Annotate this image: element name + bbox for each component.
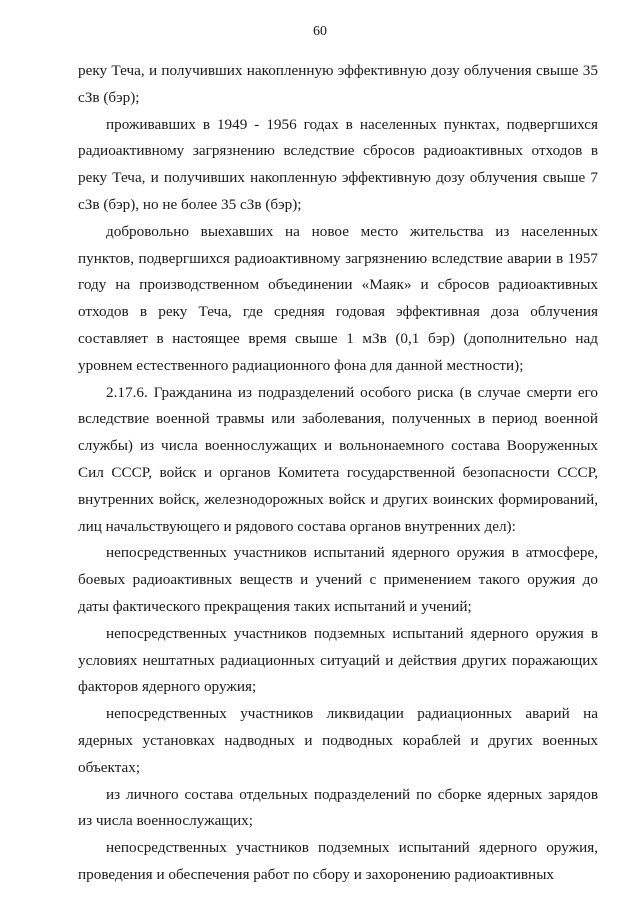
paragraph: непосредственных участников подземных испытаний ядерного оружия в условиях нештатных радиационных ситуаций и действия других поражающих факторов ядерного оружия; xyxy=(78,624,598,696)
paragraph: непосредственных участников ликвидации радиационных аварий на ядерных установках надводных и подводных кораблей и других военных объектах; xyxy=(78,705,598,776)
document-body xyxy=(78,58,598,889)
paragraph: добровольно выехавших на новое место жительства из населенных пунктов, подвергшихся радиоактивному загрязнению вследствие аварии в 1957 году на производственном объединении «Маяк» и сбросов радиоактивных отходов в реку Теча, где средняя годовая эффективная доза облучения составляет в настоящее время свыше 1 мЗв (0,1 бэр) (дополнительно над уровнем естественного радиационного фона для данной местности); xyxy=(78,222,598,374)
paragraph: из личного состава отдельных подразделений по сборке ядерных зарядов из числа военнослужащих; xyxy=(78,785,598,830)
paragraph: непосредственных участников испытаний ядерного оружия в атмосфере, боевых радиоактивных веществ и учений с применением такого оружия до даты фактического прекращения таких испытаний и учений; xyxy=(78,544,598,615)
paragraph-continuation: реку Теча, и получивших накопленную эффективную дозу облучения свыше 35 сЗв (бэр); xyxy=(78,62,598,106)
paragraph: проживавших в 1949 - 1956 годах в населенных пунктах, подвергшихся радиоактивному загрязнению вследствие сбросов радиоактивных отходов в реку Теча, и получивших накопленную эффективную дозу облучения свыше 7 сЗв (бэр), но не более 35 сЗв (бэр); xyxy=(78,115,598,213)
paragraph-section-2-17-6: 2.17.6. Гражданина из подразделений особого риска (в случае смерти его вследствие военной травмы или заболевания, полученных в период военной службы) из числа военнослужащих и вольнонаемного состава Вооруженных Сил СССР, войск и органов Комитета государственной безопасности СССР, внутренних войск, железнодорожных войск и других воинских формирований, лиц начальствующего и рядового состава органов внутренних дел): xyxy=(78,383,598,535)
page-number: 60 xyxy=(313,24,327,39)
paragraph: непосредственных участников подземных испытаний ядерного оружия, проведения и обеспечения работ по сбору и захоронению радиоактивных xyxy=(78,839,598,883)
